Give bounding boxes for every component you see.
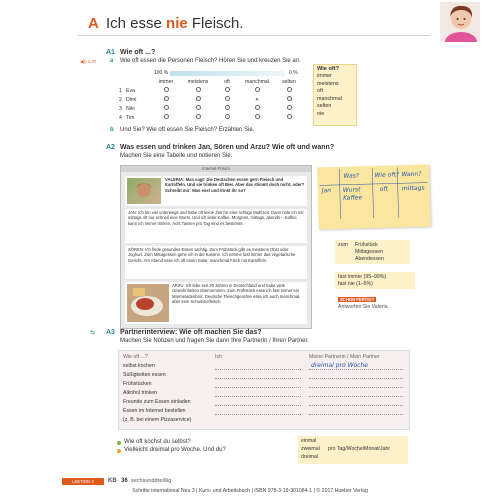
person-name: Niki xyxy=(126,105,135,112)
title-post: Fleisch. xyxy=(187,15,244,32)
person-name: Eva xyxy=(126,87,135,94)
frequency-row xyxy=(118,86,328,95)
partner-answer-line[interactable] xyxy=(309,369,403,370)
a3-icon: ⇆ xyxy=(90,330,96,336)
schon-fertig-badge: SCHON FERTIG? xyxy=(340,297,375,302)
radio-option[interactable] xyxy=(287,114,292,119)
note-was: Wurst Kaffee xyxy=(342,186,363,202)
footer-kb: KB xyxy=(108,478,117,484)
ich-answer-line[interactable] xyxy=(215,396,301,397)
person-name: Tim xyxy=(126,114,135,121)
speech-bullet-1 xyxy=(117,441,121,445)
post-jan xyxy=(125,209,307,243)
frequency-row xyxy=(118,113,328,122)
partner-answer-line[interactable] xyxy=(309,396,403,397)
a3-heading: Partnerinterview: Wie oft machen Sie das? xyxy=(120,329,262,336)
interview-row-label: selbst kochen xyxy=(123,363,155,369)
ich-answer-line[interactable] xyxy=(215,405,301,406)
interview-col-question: Wie oft ...? xyxy=(123,354,148,360)
sticky-note xyxy=(317,165,431,230)
radio-option[interactable] xyxy=(255,114,260,119)
interview-row-label: Süßigkeiten essen xyxy=(123,372,166,378)
a1-b-letter: b xyxy=(110,127,114,133)
box-item: nie xyxy=(317,110,325,117)
freq-zweimal: zweimal xyxy=(301,446,320,452)
ich-answer-line[interactable] xyxy=(215,414,301,415)
zum-label: zum xyxy=(338,242,348,248)
post-valeria xyxy=(125,176,307,206)
post-text: SÖREN: Ich finde gesundes Essen wichtig. Zum Frühstück gibt es meistens Obst oder Joghurt. Zum Mittagessen gehe ich in die Kantine. Ich nehme fast immer das vegetarische Gericht. Am Abend esse ich oft einen Salat, manchmal Fisch mit Kartoffeln. xyxy=(128,247,296,263)
radio-option[interactable] xyxy=(287,96,292,101)
schon-fertig-text: Antworten Sie Valeria. xyxy=(338,304,389,310)
footer-page-word: sechsunddreißig xyxy=(131,478,172,484)
frequency-grid xyxy=(118,78,328,122)
radio-option[interactable] xyxy=(287,105,292,110)
post-text: JAN: Ich bin viel unterwegs und habe oft keine Zeit für eine richtige Mahlzeit. Dann hole ich mir mittags oft nur schnell eine Wurst. Und ich liebe Kaffee. Morgens, mittags, abends – Kaffee kann ich immer trinken. Acht Tassen pro Tag sind es bestimmt. xyxy=(128,210,304,226)
ich-answer-line[interactable] xyxy=(215,369,301,370)
person-name: Dimi xyxy=(126,96,137,103)
header-letter: A xyxy=(88,15,99,32)
radio-option[interactable] xyxy=(196,96,201,101)
interview-col-partner: Meine Partnerin / Mein Partner xyxy=(309,354,380,360)
interview-row-label: Freunde zum Essen einladen xyxy=(123,399,191,405)
interview-table xyxy=(118,350,410,430)
speech-q2: Vielleicht dreimal pro Woche. Und du? xyxy=(124,447,226,453)
person-number: 2 xyxy=(119,96,122,103)
post-soeren xyxy=(125,246,307,279)
radio-option[interactable] xyxy=(164,96,169,101)
radio-option[interactable] xyxy=(255,105,260,110)
radio-option[interactable] xyxy=(225,96,230,101)
scale-bar xyxy=(170,71,285,76)
wie-oft-box xyxy=(313,64,357,126)
a1-a-instruction: Wie oft essen die Personen Fleisch? Hören Sie und kreuzen Sie an. xyxy=(120,58,301,64)
note-wie-oft: oft xyxy=(379,185,389,193)
audio-track[interactable]: ◀)) 1.47 xyxy=(80,59,97,64)
radio-option[interactable] xyxy=(225,105,230,110)
freq-einmal: einmal xyxy=(301,438,317,444)
person-cell xyxy=(118,113,150,122)
a1-b-instruction: Und Sie? Wie oft essen Sie Fleisch? Erzählen Sie. xyxy=(120,127,255,133)
page-title xyxy=(106,15,244,32)
note-wann: mittags xyxy=(401,184,425,193)
a2-number: A2 xyxy=(106,144,115,151)
post-arzu xyxy=(125,282,307,324)
forum-panel xyxy=(120,165,312,329)
radio-option[interactable] xyxy=(164,114,169,119)
radio-option[interactable] xyxy=(196,87,201,92)
radio-option[interactable] xyxy=(225,87,230,92)
note-name: Jan xyxy=(321,187,332,195)
partner-answer-line[interactable] xyxy=(309,405,403,406)
footer-credit: Schritte international Neu 3 | Kurs- und Arbeitsbuch | ISBN 978-3-19-301084-1 | © 2017 Hueber Verlag xyxy=(132,488,368,494)
zum-item: Frühstück xyxy=(355,242,378,248)
speech-q1: Wie oft kochst du selbst? xyxy=(124,439,191,445)
interview-row-label: (z. B. bei einem Pizzaservice) xyxy=(123,417,192,423)
col-selten: selten xyxy=(282,79,296,85)
food-photo xyxy=(127,284,169,322)
scale-right-label: 0 % xyxy=(289,70,298,76)
person-cell xyxy=(118,86,150,95)
col-immer: immer xyxy=(158,79,174,85)
partner-answer: dreimal pro Woche xyxy=(311,362,368,369)
radio-option[interactable] xyxy=(196,105,201,110)
person-number: 3 xyxy=(119,105,122,112)
lektion-tab: LEKTION 3 xyxy=(62,478,104,485)
header-photo xyxy=(440,2,480,42)
person-number: 4 xyxy=(119,114,122,121)
interview-row-label: Essen im Internet bestellen xyxy=(123,408,186,414)
ich-answer-line[interactable] xyxy=(215,378,301,379)
radio-option[interactable] xyxy=(287,87,292,92)
box-item: manchmal xyxy=(317,95,342,102)
fast-box xyxy=(335,272,415,289)
radio-option[interactable] xyxy=(255,87,260,92)
freq-unit: pro Tag/Woche/Monat/Jahr xyxy=(328,446,391,452)
box-item: meistens xyxy=(317,80,339,87)
partner-answer-line[interactable] xyxy=(309,414,403,415)
col-oft: oft xyxy=(224,79,230,85)
partner-answer-line[interactable] xyxy=(309,387,403,388)
forum-title: Internet-Forum xyxy=(121,166,311,172)
scale-left-label: 100 % xyxy=(154,70,169,76)
person-cell xyxy=(118,95,150,104)
box-item: oft xyxy=(317,88,323,95)
zum-item: Mittagessen xyxy=(355,249,383,255)
note-col-wann: Wann? xyxy=(401,170,422,179)
a2-sub: Machen Sie eine Tabelle und notieren Sie. xyxy=(120,153,233,159)
title-pre: Ich esse xyxy=(106,15,167,32)
radio-option[interactable] xyxy=(164,105,169,110)
title-bold: nie xyxy=(166,15,188,32)
a2-heading: Was essen und trinken Jan, Sören und Arzu? Wie oft und wann? xyxy=(120,144,335,151)
a3-sub: Machen Sie Notizen und fragen Sie dann Ihre Partnerin / Ihren Partner. xyxy=(120,338,309,344)
frequency-row xyxy=(118,95,328,104)
avatar-valeria xyxy=(127,178,161,204)
radio-option[interactable] xyxy=(196,114,201,119)
checked-option[interactable]: ✕ xyxy=(255,96,260,103)
zum-box xyxy=(335,240,410,264)
note-col-wie-oft: Wie oft? xyxy=(374,171,400,179)
col-manchmal: manchmal xyxy=(245,79,269,85)
fast-immer: fast immer (95–99%) xyxy=(338,274,387,280)
ich-answer-line[interactable] xyxy=(215,387,301,388)
frequency-row xyxy=(118,104,328,113)
fast-nie: fast nie (1–5%) xyxy=(338,281,373,287)
wie-oft-box-title: Wie oft? xyxy=(317,66,340,72)
a1-a-letter: a xyxy=(110,58,114,64)
post-text: ARZU: Ich lebe seit 30 Jahren in Deutschland und habe viele Gewohnheiten übernommen. Zum Frühstück esse ich fast immer ein Marmeladenbrot. Deutsche Fleischgerichte esse ich auch manchmal, aber kein Schweinefleisch. xyxy=(172,283,301,305)
box-item: immer xyxy=(317,73,332,79)
a1-number: A1 xyxy=(106,49,115,56)
a3-number: A3 xyxy=(106,329,115,336)
partner-answer-line[interactable] xyxy=(309,378,403,379)
radio-option[interactable] xyxy=(225,114,230,119)
interview-row-label: Alkohol trinken xyxy=(123,390,158,396)
interview-row-label: Frühstücken xyxy=(123,381,152,387)
interview-col-ich: Ich xyxy=(215,354,222,360)
a1-heading: Wie oft ...? xyxy=(120,49,156,56)
post-text: VALERIA: Man sagt: Die Deutschen essen gern Fleisch und Kartoffeln. Und sie trinken oft Bier. Aber das stimmt doch nicht, oder? Schreibt mir: Was esst und trinkt ihr so? xyxy=(165,177,305,193)
box-item: selten xyxy=(317,103,332,110)
freq-box xyxy=(298,436,408,464)
footer-page: 36 xyxy=(121,478,128,484)
speech-bullet-2 xyxy=(117,449,121,453)
col-meistens: meistens xyxy=(187,79,209,85)
person-number: 1 xyxy=(119,87,122,94)
zum-item: Abendessen xyxy=(355,256,384,262)
freq-dreimal: dreimal xyxy=(301,454,319,460)
person-cell xyxy=(118,104,150,113)
header-rule xyxy=(78,35,430,36)
note-col-was: Was? xyxy=(343,172,360,180)
radio-option[interactable] xyxy=(164,87,169,92)
